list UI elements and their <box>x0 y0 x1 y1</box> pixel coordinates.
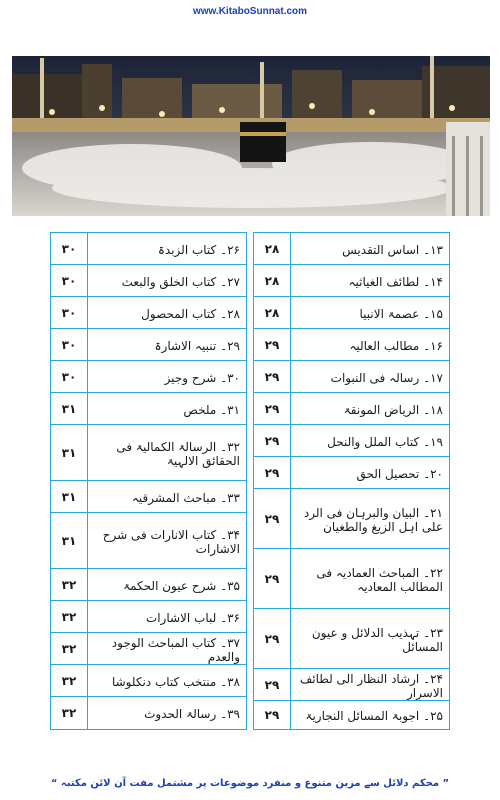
toc-page-number: ۲۹ <box>264 511 280 526</box>
toc-row <box>254 265 449 297</box>
toc-page-number: ۳۰ <box>61 369 77 384</box>
toc-row <box>254 549 449 609</box>
toc-entry-title: ۲۵۔ اجوبۃ المسائل النجاریۃ <box>305 709 443 723</box>
toc-entry-title: ۳۷۔ کتاب المباحث الوجود والعدم <box>111 635 240 664</box>
toc-entry-title: ۱۸۔ الریاض المونقۃ <box>343 402 443 417</box>
toc-row <box>51 233 246 265</box>
table-of-contents <box>50 232 450 730</box>
toc-row <box>51 697 246 729</box>
toc-entry-title: ۲۲۔ المباحث العمادیہ فی المطالب المعادیہ <box>316 565 443 594</box>
toc-entry-title: ۳۶۔ لباب الاشارات <box>145 610 240 625</box>
toc-entry-title: ۱۹۔ کتاب الملل والنحل <box>327 434 443 449</box>
toc-entry-title: ۲۶۔ کتاب الزبدۃ <box>157 242 240 257</box>
toc-page-number: ۲۹ <box>264 433 280 448</box>
toc-entry-title: ۲۹۔ تنبیہ الاشارۃ <box>154 338 240 353</box>
toc-row <box>254 609 449 669</box>
toc-row <box>51 297 246 329</box>
toc-page-number: ۲۸ <box>264 305 280 320</box>
toc-entry-title: ۲۴۔ ارشاد النظار الی لطائف الاسرار <box>299 671 443 700</box>
toc-row <box>51 481 246 513</box>
toc-entry-title: ۳۰۔ شرح وجیز <box>164 370 240 385</box>
site-url[interactable]: www.KitaboSunnat.com <box>192 6 308 17</box>
toc-row <box>51 569 246 601</box>
toc-page-number: ۲۸ <box>264 273 280 288</box>
toc-row <box>51 513 246 569</box>
toc-entry-title: ۱۵۔ عصمۃ الانبیا <box>359 306 443 321</box>
toc-page-number: ۳۱ <box>61 401 77 416</box>
toc-page-number: ۳۰ <box>61 241 77 256</box>
toc-row <box>254 393 449 425</box>
toc-row <box>254 329 449 361</box>
toc-page-number: ۳۲ <box>61 577 77 592</box>
toc-entry-title: ۳۴۔ کتاب الانارات فی شرح الاشارات <box>102 527 240 556</box>
toc-page-number: ۳۰ <box>61 305 77 320</box>
toc-row <box>254 489 449 549</box>
toc-entry-title: ۳۳۔ مباحث المشرقیہ <box>131 490 240 505</box>
toc-row <box>254 669 449 701</box>
toc-row <box>254 425 449 457</box>
toc-row <box>51 601 246 633</box>
toc-entry-title: ۳۱۔ ملخص <box>183 402 240 417</box>
toc-row <box>51 425 246 481</box>
toc-page-number: ۳۲ <box>61 673 77 688</box>
toc-row <box>51 633 246 665</box>
toc-entry-title: ۲۳۔ تہذیب الدلائل و عیون المسائل <box>311 625 443 654</box>
toc-entry-title: ۳۵۔ شرح عیون الحکمۃ <box>123 578 240 593</box>
toc-entry-title: ۲۱۔ البیان والبرہان فی الرد علی اہل الزیغ والطغیان <box>303 505 443 534</box>
toc-row <box>51 393 246 425</box>
toc-row <box>51 265 246 297</box>
toc-entry-title: ۱۶۔ مطالب العالیہ <box>349 338 443 353</box>
toc-left-column <box>50 232 247 730</box>
toc-page-number: ۳۲ <box>61 641 77 656</box>
toc-page-number: ۲۹ <box>264 401 280 416</box>
toc-entry-title: ۳۸۔ منتخب کتاب دنکلوشا <box>111 674 240 689</box>
toc-row <box>51 361 246 393</box>
toc-entry-title: ۱۷۔ رسالہ فی النبوات <box>330 370 443 385</box>
toc-entry-title: ۲۸۔ کتاب المحصول <box>141 306 240 321</box>
toc-row <box>254 701 449 729</box>
toc-right-column <box>253 232 450 730</box>
toc-entry-title: ۲۰۔ تحصیل الحق <box>356 466 443 481</box>
toc-page-number: ۳۰ <box>61 337 77 352</box>
footer-tagline: ” محکم دلائل سے مزین متنوع و منفرد موضوعات پر مشتمل مفت آن لائن مکتبہ “ <box>50 778 450 789</box>
toc-row <box>254 457 449 489</box>
toc-page-number: ۲۹ <box>264 631 280 646</box>
toc-page-number: ۲۸ <box>264 241 280 256</box>
toc-entry-title: ۲۷۔ کتاب الخلق والبعث <box>121 274 240 289</box>
toc-row <box>51 329 246 361</box>
toc-row <box>254 361 449 393</box>
toc-entry-title: ۳۹۔ رسالۃ الحدوث <box>144 707 240 721</box>
toc-page-number: ۲۹ <box>264 708 280 722</box>
toc-page-number: ۳۱ <box>61 533 77 548</box>
toc-page-number: ۳۲ <box>61 706 77 720</box>
toc-page-number: ۲۹ <box>264 465 280 480</box>
toc-entry-title: ۳۲۔ الرسالۃ الکمالیۃ فی الحقائق الالہیۃ <box>116 439 240 468</box>
toc-page-number: ۲۹ <box>264 677 280 692</box>
toc-page-number: ۲۹ <box>264 369 280 384</box>
toc-row <box>254 297 449 329</box>
toc-row <box>254 233 449 265</box>
toc-page-number: ۳۱ <box>61 489 77 504</box>
toc-page-number: ۳۲ <box>61 609 77 624</box>
toc-page-number: ۲۹ <box>264 571 280 586</box>
kaaba-banner-image <box>12 56 490 216</box>
toc-page-number: ۳۰ <box>61 273 77 288</box>
toc-page-number: ۳۱ <box>61 445 77 460</box>
toc-page-number: ۲۹ <box>264 337 280 352</box>
toc-row <box>51 665 246 697</box>
toc-entry-title: ۱۴۔ لطائف الغیاثیہ <box>348 274 443 289</box>
toc-entry-title: ۱۳۔ اساس التقدیس <box>342 242 443 257</box>
